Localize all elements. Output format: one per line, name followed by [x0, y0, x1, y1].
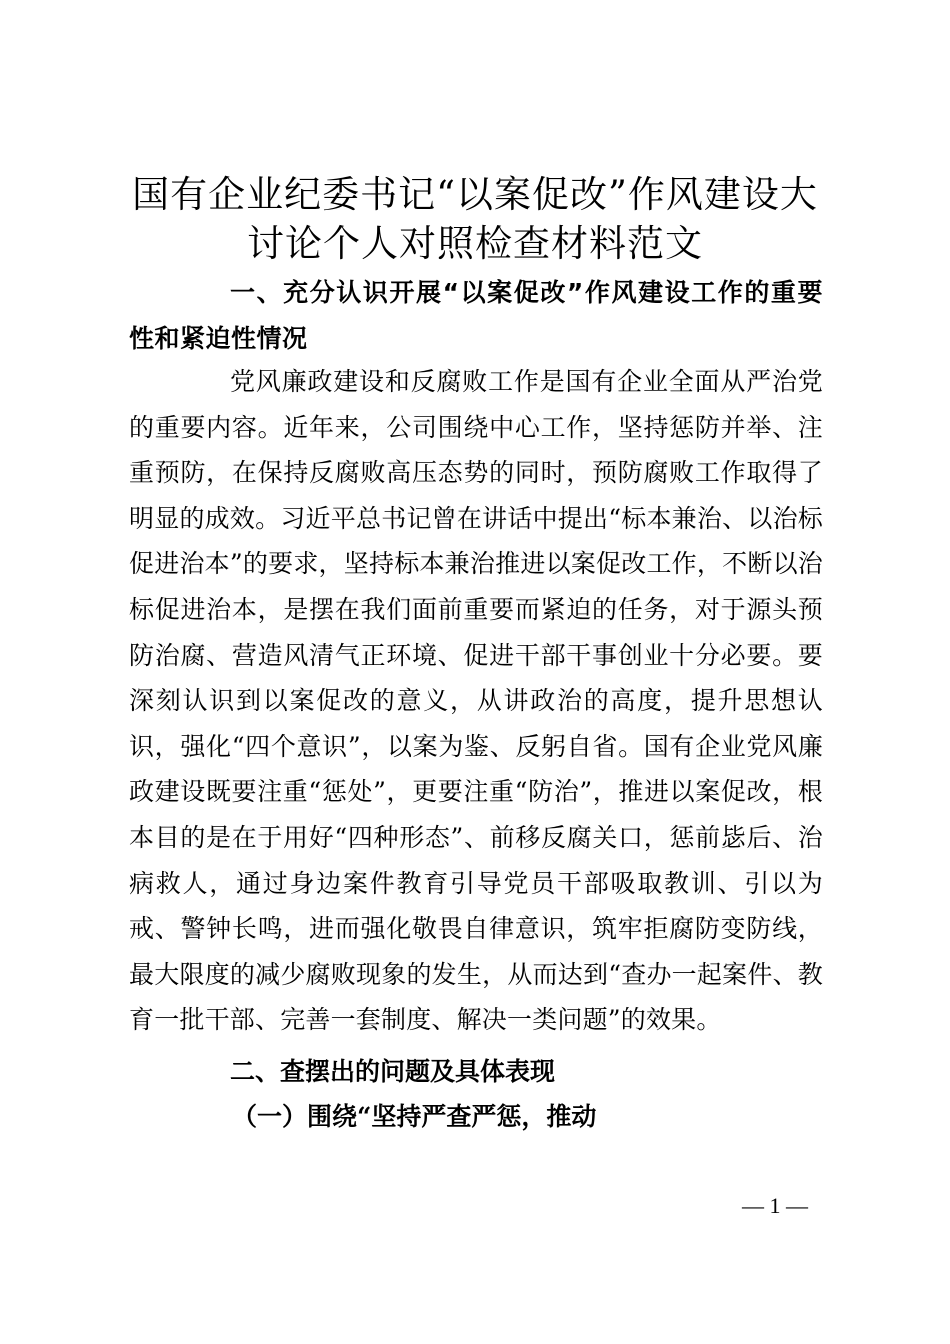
- subsection-1-heading: （一）围绕“坚持严查严惩，推动: [232, 1102, 597, 1131]
- page-number: — 1 —: [742, 1193, 808, 1218]
- section-1-heading: 一、充分认识开展“以案促改”作风建设工作的重要性和紧迫性情况: [129, 278, 823, 353]
- section-1-paragraph: 党风廉政建设和反腐败工作是国有企业全面从严治党的重要内容。近年来，公司围绕中心工作，坚持惩防并举、注重预防，在保持反腐败高压态势的同时，预防腐败工作取得了明显的成效。习近平总书记曾在讲话中提出“标本兼治、以治标促进治本”的要求，坚持标本兼治推进以案促改工作，不断以治标促进治本，是摆在我们面前重要而紧迫的任务，对于源头预防治腐、营造风清气正环境、促进干部干事创业十分必要。要深刻认识到以案促改的意义，从讲政治的高度，提升思想认识，强化“四个意识”，以案为鉴、反躬自省。国有企业党风廉政建设既要注重“惩处”，更要注重“防治”，推进以案促改，根本目的是在于用好“四种形态”、前移反腐关口，惩前毖后、治病救人，通过身边案件教育引导党员干部吸取教训、引以为戒、警钟长鸣，进而强化敬畏自律意识，筑牢拒腐防变防线，最大限度的减少腐败现象的发生，从而达到“查办一起案件、教育一批干部、完善一套制度、解决一类问题”的效果。: [129, 367, 823, 1035]
- document-title: 国有企业纪委书记“以案促改”作风建设大讨论个人对照检查材料范文: [132, 173, 818, 265]
- section-2-heading: 二、查摆出的问题及具体表现: [230, 1057, 556, 1086]
